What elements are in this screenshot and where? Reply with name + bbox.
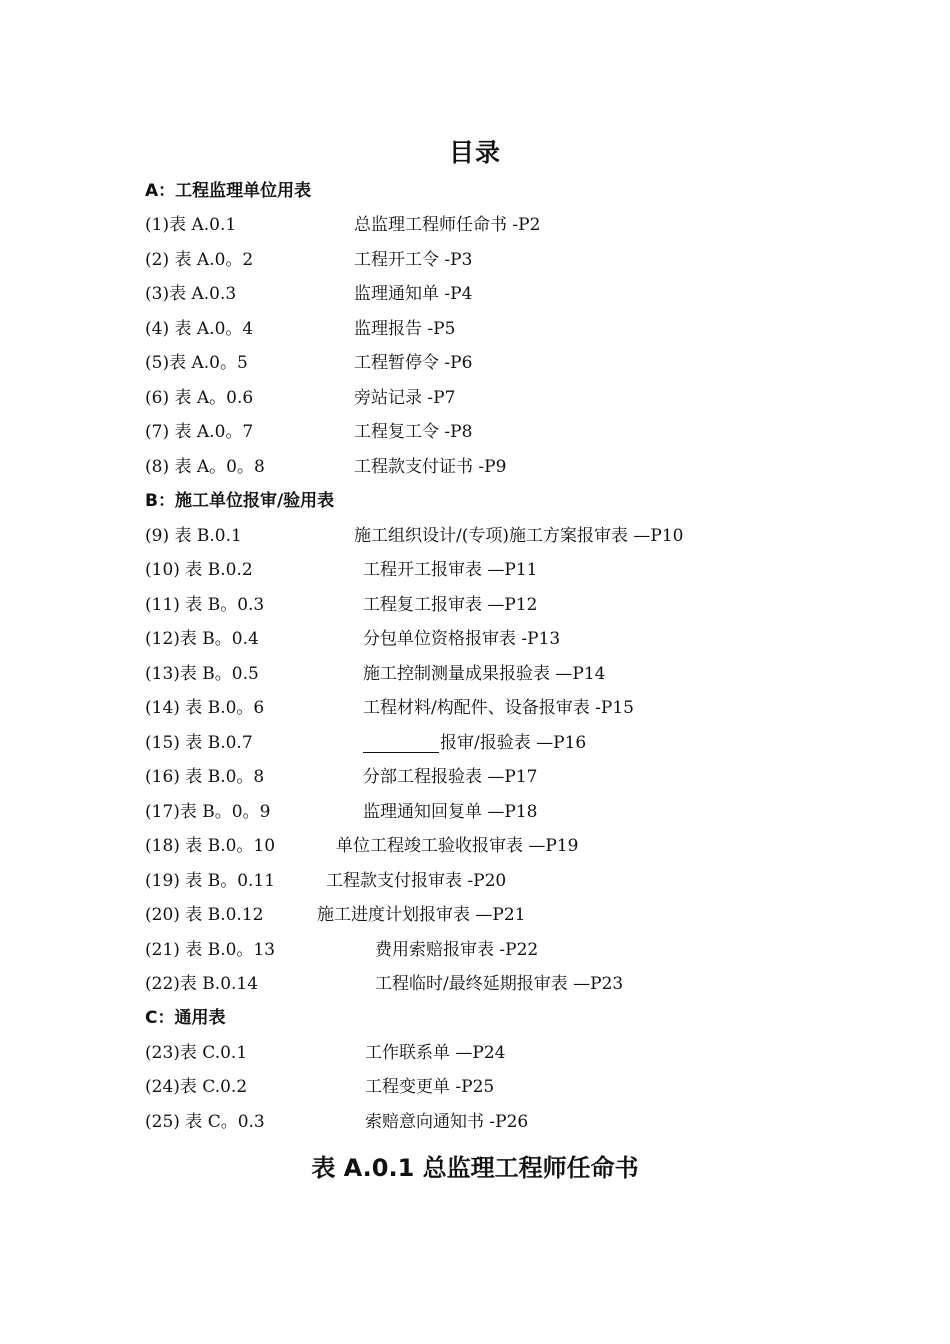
toc-item-title: 费用索赔报审表 -P22 (375, 940, 539, 960)
toc-item-title: 工程变更单 -P25 (365, 1077, 495, 1097)
toc-item-code: (9) 表 B.0.1 (145, 526, 242, 546)
toc-item-code: (2) 表 A.0。2 (145, 250, 254, 270)
toc-item-title: 监理报告 -P5 (354, 319, 456, 339)
form-name-blank (363, 735, 439, 753)
toc-item-code: (10) 表 B.0.2 (145, 560, 253, 580)
toc-item-title: 总监理工程师任命书 -P2 (354, 215, 541, 235)
toc-item-code: (22)表 B.0.14 (145, 974, 259, 994)
toc-item-title: 旁站记录 -P7 (354, 388, 456, 408)
toc-item-code: (24)表 C.0.2 (145, 1077, 248, 1097)
toc-item-code: (12)表 B。0.4 (145, 629, 259, 649)
toc-item-code: (14) 表 B.0。6 (145, 698, 265, 718)
toc-item-title: 工作联系单 —P24 (365, 1043, 506, 1063)
toc-item-title: 工程款支付证书 -P9 (354, 457, 507, 477)
toc-title: 目录 (448, 138, 501, 167)
toc-item-code: (1)表 A.0.1 (145, 215, 237, 235)
toc-item-title: 施工组织设计/(专项)施工方案报审表 —P10 (354, 526, 684, 546)
toc-item-code: (25) 表 C。0.3 (145, 1112, 265, 1132)
section-heading-b: B：施工单位报审/验用表 (145, 491, 335, 511)
toc-item-title: 工程暂停令 -P6 (354, 353, 473, 373)
section-heading-a: A：工程监理单位用表 (145, 181, 312, 201)
toc-item-code: (16) 表 B.0。8 (145, 767, 265, 787)
toc-item-code: (23)表 C.0.1 (145, 1043, 248, 1063)
toc-item-code: (13)表 B。0.5 (145, 664, 259, 684)
toc-item-title (363, 728, 586, 753)
toc-item-code: (8) 表 A。0。8 (145, 457, 265, 477)
toc-item-title: 分部工程报验表 —P17 (363, 767, 538, 787)
toc-item-code: (17)表 B。0。9 (145, 802, 271, 822)
toc-item-code: (21) 表 B.0。13 (145, 940, 276, 960)
toc-item-code: (20) 表 B.0.12 (145, 905, 264, 925)
section-heading-c: C：通用表 (145, 1008, 226, 1028)
toc-item-code: (5)表 A.0。5 (145, 353, 248, 373)
toc-item-code: (7) 表 A.0。7 (145, 422, 254, 442)
toc-item-title: 施工控制测量成果报验表 —P14 (363, 664, 606, 684)
toc-item-title: 监理通知单 -P4 (354, 284, 473, 304)
toc-item-title: 工程款支付报审表 -P20 (326, 871, 507, 891)
toc-item-title: 索赔意向通知书 -P26 (365, 1112, 529, 1132)
toc-item-title: 工程复工令 -P8 (354, 422, 473, 442)
toc-item-code: (4) 表 A.0。4 (145, 319, 254, 339)
form-heading: 表 A.0.1 总监理工程师任命书 (311, 1154, 639, 1182)
toc-item-code: (3)表 A.0.3 (145, 284, 237, 304)
toc-item-title: 单位工程竣工验收报审表 —P19 (336, 836, 579, 856)
toc-item-code: (19) 表 B。0.11 (145, 871, 276, 891)
toc-item-code: (11) 表 B。0.3 (145, 595, 265, 615)
toc-item-title: 工程开工令 -P3 (354, 250, 473, 270)
toc-item-title: 施工进度计划报审表 —P21 (317, 905, 526, 925)
toc-item-title: 监理通知回复单 —P18 (363, 802, 538, 822)
toc-item-title: 工程开工报审表 —P11 (363, 560, 538, 580)
toc-item-title: 分包单位资格报审表 -P13 (363, 629, 561, 649)
toc-item-code: (15) 表 B.0.7 (145, 733, 253, 753)
toc-item-title-text: 报审/报验表 —P16 (440, 733, 587, 753)
toc-item-title: 工程材料/构配件、设备报审表 -P15 (363, 698, 634, 718)
toc-item-title: 工程复工报审表 —P12 (363, 595, 538, 615)
toc-item-code: (18) 表 B.0。10 (145, 836, 276, 856)
toc-item-title: 工程临时/最终延期报审表 —P23 (375, 974, 624, 994)
toc-item-code: (6) 表 A。0.6 (145, 388, 254, 408)
